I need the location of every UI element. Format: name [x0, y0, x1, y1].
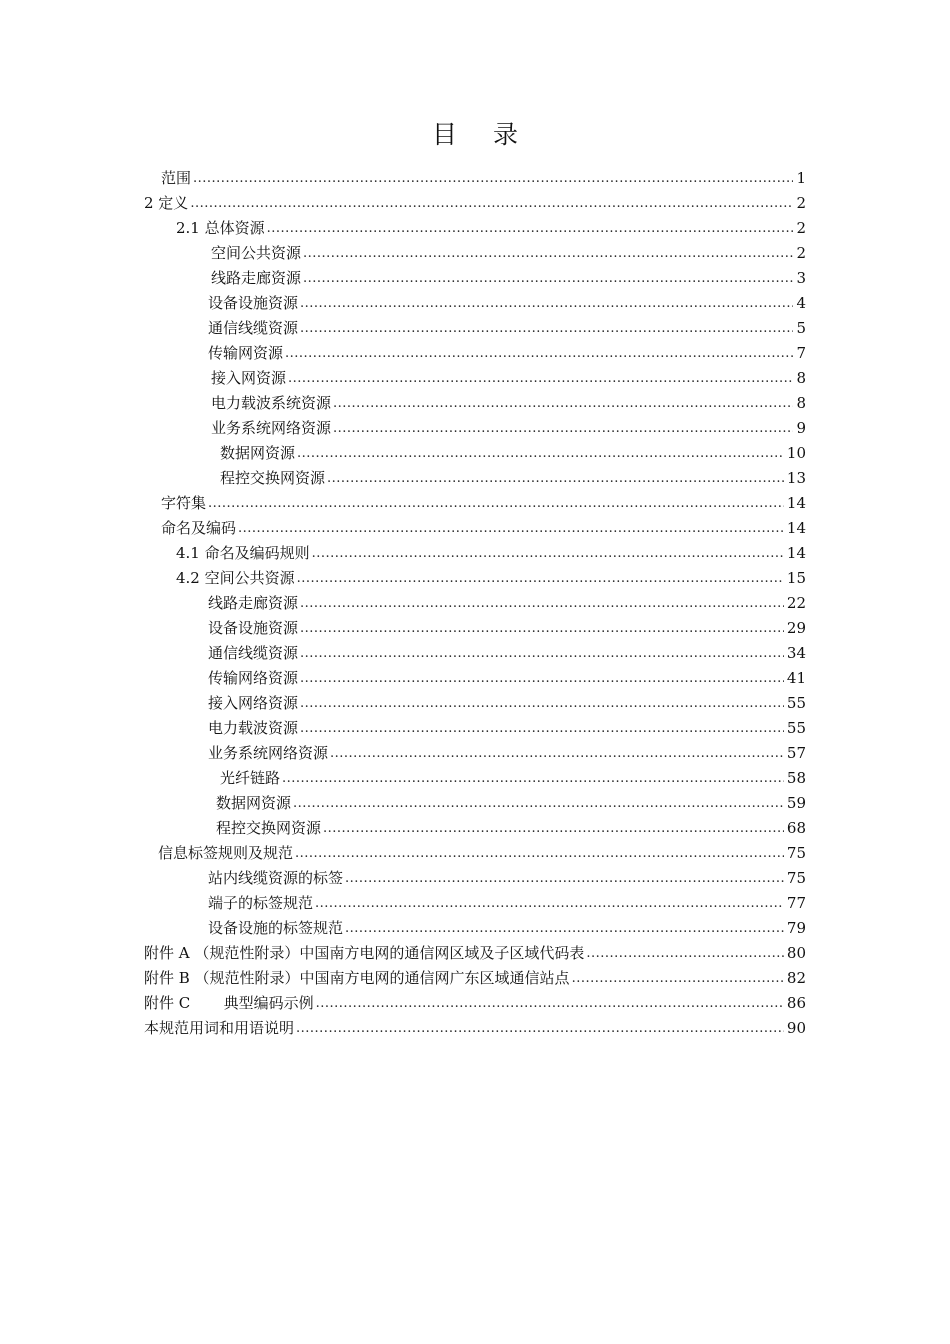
toc-entry[interactable] — [144, 966, 806, 991]
toc-entry[interactable] — [144, 191, 806, 216]
toc-entry[interactable] — [220, 441, 806, 466]
toc-entry-label: 线路走廊资源 — [208, 594, 299, 612]
toc-entry[interactable] — [208, 616, 806, 641]
toc-entry-label: 通信线缆资源 — [208, 644, 299, 662]
toc-entry-label: 业务系统网络资源 — [211, 419, 332, 437]
toc-entry-label: 业务系统网络资源 — [208, 744, 329, 762]
toc-dot-leader — [300, 591, 784, 616]
toc-dot-leader — [345, 916, 784, 941]
toc-entry-label: 电力载波系统资源 — [211, 394, 332, 412]
toc-entry-page: 5 — [796, 319, 806, 337]
toc-entry-page: 13 — [786, 469, 806, 487]
toc-entry-page: 8 — [796, 369, 806, 387]
toc-dot-leader — [333, 416, 793, 441]
toc-entry-page: 2 — [796, 194, 806, 212]
toc-entry[interactable] — [161, 166, 806, 191]
toc-dot-leader — [295, 841, 784, 866]
toc-dot-leader — [282, 766, 784, 791]
toc-entry-page: 79 — [786, 919, 806, 937]
toc-entry-label: 字符集 — [161, 494, 207, 512]
toc-entry-page: 86 — [786, 994, 806, 1012]
toc-dot-leader — [586, 941, 784, 966]
toc-entry-page: 55 — [786, 694, 806, 712]
toc-dot-leader — [572, 966, 784, 991]
toc-entry[interactable] — [176, 216, 806, 241]
toc-dot-leader — [238, 516, 784, 541]
toc-entry[interactable] — [161, 491, 806, 516]
toc-entry-label: 接入网资源 — [211, 369, 287, 387]
toc-entry-label: 光纤链路 — [220, 769, 281, 787]
toc-dot-leader — [303, 241, 793, 266]
toc-entry-label: 数据网资源 — [220, 444, 296, 462]
toc-entry-page: 2 — [796, 219, 806, 237]
toc-entry[interactable] — [211, 241, 806, 266]
toc-entry-page: 14 — [786, 519, 806, 537]
toc-entry[interactable] — [211, 366, 806, 391]
toc-entry-page: 82 — [786, 969, 806, 987]
toc-entry[interactable] — [158, 841, 806, 866]
toc-dot-leader — [300, 616, 784, 641]
toc-dot-leader — [333, 391, 793, 416]
toc-entry-label: 本规范用词和用语说明 — [144, 1019, 295, 1037]
toc-entry-label: 设备设施的标签规范 — [208, 919, 344, 937]
toc-entry-page: 75 — [786, 869, 806, 887]
toc-dot-leader — [327, 466, 784, 491]
toc-entry-label: 4.1 命名及编码规则 — [176, 544, 310, 562]
toc-entry-page: 1 — [796, 169, 806, 187]
toc-entry-label: 传输网资源 — [208, 344, 284, 362]
toc-entry[interactable] — [216, 816, 806, 841]
toc-entry[interactable] — [216, 791, 806, 816]
toc-dot-leader — [297, 566, 784, 591]
toc-entry[interactable] — [176, 541, 806, 566]
toc-entry-page: 4 — [796, 294, 806, 312]
toc-entry-label: 命名及编码 — [161, 519, 237, 537]
toc-entry-label: 设备设施资源 — [208, 619, 299, 637]
toc-entry[interactable] — [144, 1016, 806, 1041]
toc-dot-leader — [323, 816, 784, 841]
toc-dot-leader — [190, 191, 793, 216]
toc-entry-label: 附件 B （规范性附录）中国南方电网的通信网广东区域通信站点 — [144, 969, 570, 987]
toc-entry[interactable] — [208, 316, 806, 341]
toc-entry[interactable] — [176, 566, 806, 591]
toc-entry-label: 附件 A （规范性附录）中国南方电网的通信网区域及子区域代码表 — [144, 944, 585, 962]
toc-entry-label: 站内线缆资源的标签 — [208, 869, 344, 887]
toc-entry[interactable] — [211, 416, 806, 441]
toc-entry-label: 通信线缆资源 — [208, 319, 299, 337]
toc-entry-page: 59 — [786, 794, 806, 812]
toc-entry[interactable] — [220, 766, 806, 791]
toc-dot-leader — [300, 641, 784, 666]
toc-entry-label: 电力载波资源 — [208, 719, 299, 737]
toc-dot-leader — [312, 541, 784, 566]
toc-entry-page: 2 — [796, 244, 806, 262]
toc-entry-page: 68 — [786, 819, 806, 837]
toc-entry[interactable] — [208, 666, 806, 691]
toc-entry[interactable] — [208, 741, 806, 766]
toc-dot-leader — [345, 866, 784, 891]
toc-entry-page: 22 — [786, 594, 806, 612]
page-title: 目 录 — [432, 120, 532, 149]
toc-entry[interactable] — [208, 716, 806, 741]
toc-dot-leader — [297, 441, 784, 466]
toc-entry-page: 34 — [786, 644, 806, 662]
toc-entry-label: 4.2 空间公共资源 — [176, 569, 295, 587]
toc-dot-leader — [267, 216, 794, 241]
toc-dot-leader — [208, 491, 784, 516]
toc-entry-page: 8 — [796, 394, 806, 412]
toc-entry[interactable] — [208, 866, 806, 891]
toc-entry-label: 接入网络资源 — [208, 694, 299, 712]
toc-entry-label: 附件 C 典型编码示例 — [144, 994, 314, 1012]
toc-entry-page: 9 — [796, 419, 806, 437]
toc-dot-leader — [300, 691, 784, 716]
toc-entry[interactable] — [211, 266, 806, 291]
toc-entry[interactable] — [144, 941, 806, 966]
toc-dot-leader — [300, 316, 793, 341]
toc-entry-label: 程控交换网资源 — [216, 819, 322, 837]
toc-entry-page: 14 — [786, 494, 806, 512]
toc-dot-leader — [193, 166, 793, 191]
toc-dot-leader — [315, 891, 784, 916]
toc-dot-leader — [296, 1016, 784, 1041]
toc-entry-page: 29 — [786, 619, 806, 637]
toc-entry-page: 57 — [786, 744, 806, 762]
toc-entry-page: 14 — [786, 544, 806, 562]
toc-dot-leader — [330, 741, 784, 766]
toc-entry-label: 数据网资源 — [216, 794, 292, 812]
toc-entry[interactable] — [208, 891, 806, 916]
toc-dot-leader — [288, 366, 793, 391]
toc-entry-label: 2 定义 — [144, 194, 189, 212]
toc-entry-label: 设备设施资源 — [208, 294, 299, 312]
toc-entry[interactable] — [208, 641, 806, 666]
toc-dot-leader — [300, 666, 784, 691]
toc-dot-leader — [293, 791, 784, 816]
toc-entry-label: 传输网络资源 — [208, 669, 299, 687]
toc-entry[interactable] — [208, 341, 806, 366]
toc-entry[interactable] — [220, 466, 806, 491]
toc-entry[interactable] — [208, 291, 806, 316]
toc-entry-label: 线路走廊资源 — [211, 269, 302, 287]
toc-entry[interactable] — [208, 691, 806, 716]
toc-entry-page: 41 — [786, 669, 806, 687]
toc-dot-leader — [303, 266, 793, 291]
toc-entry-label: 端子的标签规范 — [208, 894, 314, 912]
toc-dot-leader — [300, 716, 784, 741]
toc-entry-page: 7 — [796, 344, 806, 362]
toc-dot-leader — [285, 341, 793, 366]
toc-entry-label: 信息标签规则及规范 — [158, 844, 294, 862]
toc-entry-page: 55 — [786, 719, 806, 737]
toc-entry-label: 空间公共资源 — [211, 244, 302, 262]
toc-entry[interactable] — [161, 516, 806, 541]
toc-entry-page: 58 — [786, 769, 806, 787]
toc-dot-leader — [316, 991, 784, 1016]
toc-entry-page: 15 — [786, 569, 806, 587]
toc-entry-page: 10 — [786, 444, 806, 462]
toc-entry-page: 90 — [786, 1019, 806, 1037]
toc-entry[interactable] — [208, 916, 806, 941]
toc-entry-page: 3 — [796, 269, 806, 287]
toc-entry-page: 75 — [786, 844, 806, 862]
toc-entry[interactable] — [208, 591, 806, 616]
toc-entry[interactable] — [211, 391, 806, 416]
toc-entry-page: 77 — [786, 894, 806, 912]
toc-entry-page: 80 — [786, 944, 806, 962]
toc-entry-label: 程控交换网资源 — [220, 469, 326, 487]
toc-entry[interactable] — [144, 991, 806, 1016]
toc-entry-label: 范围 — [161, 169, 192, 187]
toc-entry-label: 2.1 总体资源 — [176, 219, 265, 237]
toc-dot-leader — [300, 291, 793, 316]
